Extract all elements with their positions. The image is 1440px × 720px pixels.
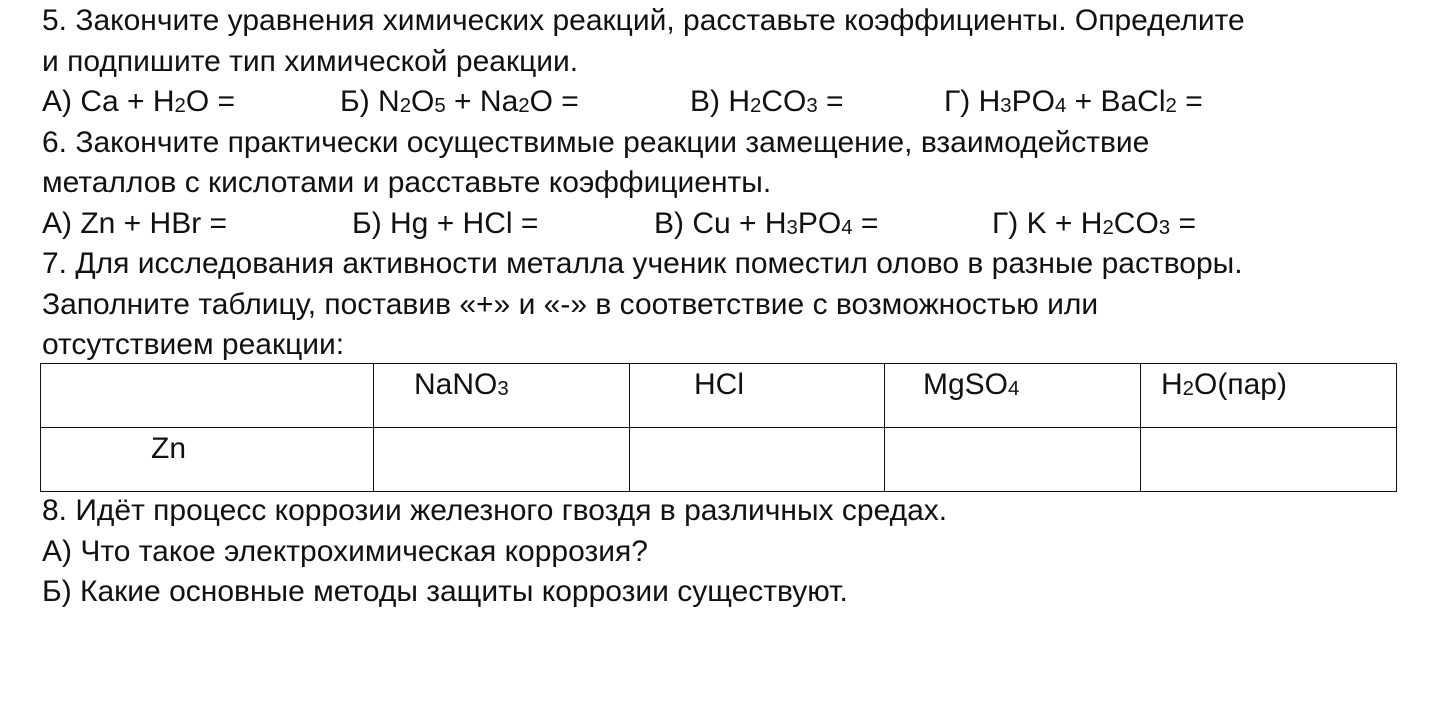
table-header-nano3: NaNO$_3$ — [374, 364, 630, 428]
table-header-hcl: HCl — [630, 364, 885, 428]
q6-formula-v: В) $Cu + H_3PO_4$ = — [654, 206, 879, 240]
q5-formula-a: А) $Ca + H_2O$ = — [42, 85, 236, 118]
q6-formula-b: Б) Hg + HCl = — [352, 206, 539, 240]
q6-formula-g: Г) $K + H_2CO_3$ = — [992, 206, 1196, 240]
table-cell-nano3[interactable] — [374, 428, 630, 492]
q5-text-line1: 5. Закончите уравнения химических реакций, расставьте коэффициенты. Определите — [42, 4, 1245, 37]
q8-question-b: Б) Какие основные методы защиты коррозии существуют. — [42, 575, 848, 608]
q5-formula-g: Г) $H_3PO_4$ + BaCl$_2$ = — [944, 85, 1203, 118]
reaction-table — [40, 363, 1397, 492]
q6-formulas — [42, 204, 1412, 245]
table-cell-mgso4[interactable] — [885, 428, 1141, 492]
q5-formula-b: Б) $N_2O_5 + Na_2O$ = — [340, 85, 579, 118]
q5-formula-v: В) $H_2CO_3$ = — [690, 85, 844, 118]
q6-text-line1: 6. Закончите практически осуществимые реакции замещение, взаимодействие — [42, 125, 1150, 159]
table-header-row — [41, 364, 1397, 428]
table-cell-h2o[interactable] — [1141, 428, 1397, 492]
table-corner-cell — [41, 364, 374, 428]
q7-text-line1: 7. Для исследования активности металла ученик поместил олово в разные растворы. — [42, 247, 1243, 280]
q8-text-line1: 8. Идёт процесс коррозии железного гвоздя в различных средах. — [42, 494, 948, 527]
table-header-mgso4: MgSO$_4$ — [885, 364, 1141, 428]
table-cell-hcl[interactable] — [630, 428, 885, 492]
table-row-zn — [41, 428, 1397, 492]
q5-formulas — [42, 82, 1412, 123]
q8-block — [42, 491, 947, 613]
table-header-h2o: $H_2O(пар)$ — [1141, 364, 1397, 428]
table-row-label-zn: Zn — [41, 428, 374, 492]
q7-text-line2: Заполните таблицу, поставив «+» и «-» в соответствие с возможностью или — [42, 287, 1099, 321]
q8-question-a: А) Что такое электрохимическая коррозия? — [42, 534, 648, 568]
q5-text-line2: и подпишите тип химической реакции. — [42, 44, 579, 78]
worksheet — [42, 0, 1412, 366]
q6-formula-a: А) Zn + HBr = — [42, 206, 228, 240]
q6-text-line2: металлов с кислотами и расставьте коэффициенты. — [42, 166, 772, 199]
q7-text-line3: отсутствием реакции: — [42, 328, 345, 361]
